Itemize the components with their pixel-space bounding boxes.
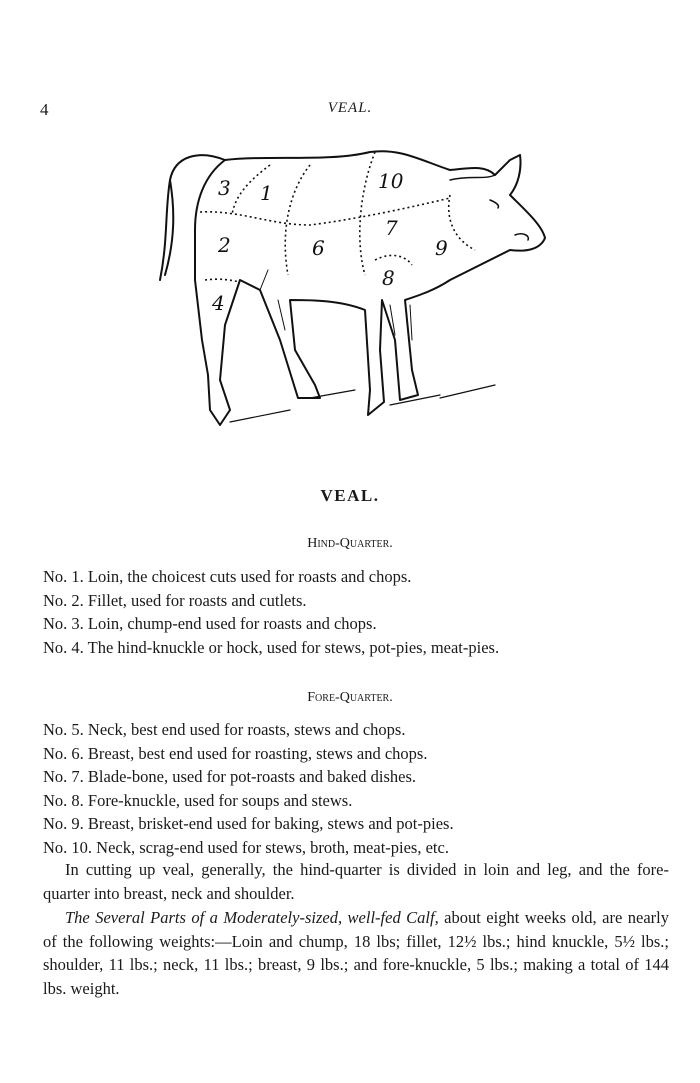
list-item: No. 9. Breast, brisket-end used for baking, stews and pot-pies. <box>43 814 454 833</box>
italic-lead: The Several Parts of a Moderately-sized, well-fed Calf, <box>65 908 439 927</box>
cut-label: 4 <box>212 291 225 315</box>
cut-label: 8 <box>382 266 395 290</box>
list-item: No. 1. Loin, the choicest cuts used for roasts and chops. <box>43 567 412 586</box>
list-item: No. 10. Neck, scrag-end used for stews, broth, meat-pies, etc. <box>43 837 449 857</box>
section-title: VEAL. <box>320 486 380 505</box>
list-item: No. 7. Blade-bone, used for pot-roasts and baked dishes. <box>43 767 416 786</box>
list-item: No. 3. Loin, chump-end used for roasts and chops. <box>43 614 377 633</box>
running-title: VEAL. <box>327 100 373 116</box>
calf-outline <box>195 151 545 425</box>
paragraph-weights <box>43 906 669 1000</box>
cut-label: 9 <box>435 236 448 260</box>
cut-label: 7 <box>385 216 398 240</box>
cut-label: 3 <box>218 176 231 200</box>
page-number: 4 <box>40 100 49 119</box>
paragraph-cutting: In cutting up veal, generally, the hind-quarter is divided in loin and leg, and the fore-quarter into breast, neck and shoulder. <box>43 860 669 903</box>
list-item: No. 4. The hind-knuckle or hock, used for stews, pot-pies, meat-pies. <box>43 637 500 657</box>
list-item: No. 6. Breast, best end used for roasting, stews and chops. <box>43 743 428 763</box>
calf-cuts-illustration <box>150 140 550 440</box>
list-item: No. 2. Fillet, used for roasts and cutlets. <box>43 590 307 610</box>
list-item: No. 8. Fore-knuckle, used for soups and stews. <box>43 790 353 810</box>
cut-label: 2 <box>218 233 231 257</box>
fore-quarter-heading: Fore-Quarter. <box>307 690 393 705</box>
weights-text: about eight weeks old, are nearly of the following weights:—Loin and chump, 18 lbs; fillet, 12½ lbs.; hind knuckle, 5½ lbs.; shoulder, 11 lbs.; neck, 11 lbs.; breast, 9 lbs.; and fore-knuckle, 5 lbs.; making a total of 144 lbs. weight. <box>43 908 669 998</box>
cut-label: 10 <box>378 169 404 193</box>
list-item: No. 5. Neck, best end used for roasts, stews and chops. <box>43 720 406 739</box>
cut-label: 1 <box>260 181 273 205</box>
hind-quarter-list <box>43 565 683 659</box>
cut-label: 6 <box>312 236 325 260</box>
tail <box>160 155 225 280</box>
fore-quarter-list <box>43 718 683 859</box>
hind-quarter-heading: Hind-Quarter. <box>307 536 393 551</box>
